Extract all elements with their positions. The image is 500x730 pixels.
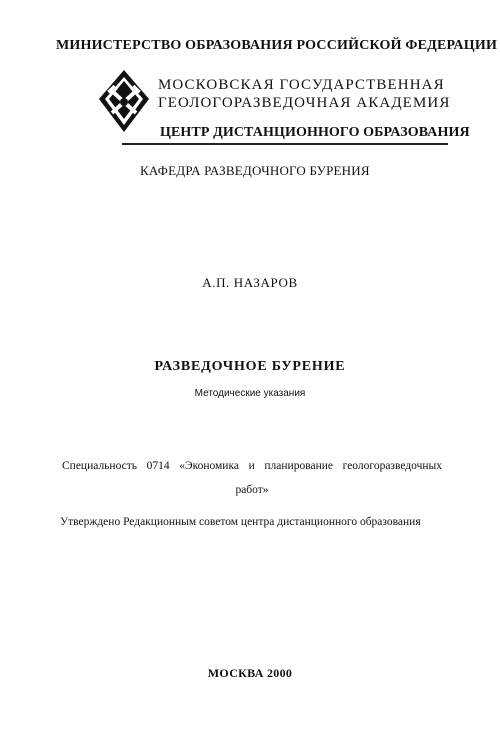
document-subtitle: Методические указания [194,388,306,399]
ministry-heading: МИНИСТЕРСТВО ОБРАЗОВАНИЯ РОССИЙСКОЙ ФЕДЕРАЦИИ [56,38,498,53]
academy-name-line-1: МОСКОВСКАЯ ГОСУДАРСТВЕННАЯ [158,77,445,93]
academy-name-line-2: ГЕОЛОГОРАЗВЕДОЧНАЯ АКАДЕМИЯ [158,95,451,111]
center-heading: ЦЕНТР ДИСТАНЦИОННОГО ОБРАЗОВАНИЯ [160,125,470,140]
header-divider [122,143,448,145]
document-title: РАЗВЕДОЧНОЕ БУРЕНИЕ [154,359,346,374]
specialty-text: Специальность 0714 «Экономика и планирование геологоразведочных работ» [62,460,442,496]
author-name: А.П. НАЗАРОВ [202,275,298,290]
publication-place-year: МОСКВА 2000 [207,666,293,680]
approval-text: Утверждено Редакционным советом центра дистанционного образования [60,516,421,528]
academy-emblem-icon [98,69,150,133]
department-heading: КАФЕДРА РАЗВЕДОЧНОГО БУРЕНИЯ [140,163,370,178]
